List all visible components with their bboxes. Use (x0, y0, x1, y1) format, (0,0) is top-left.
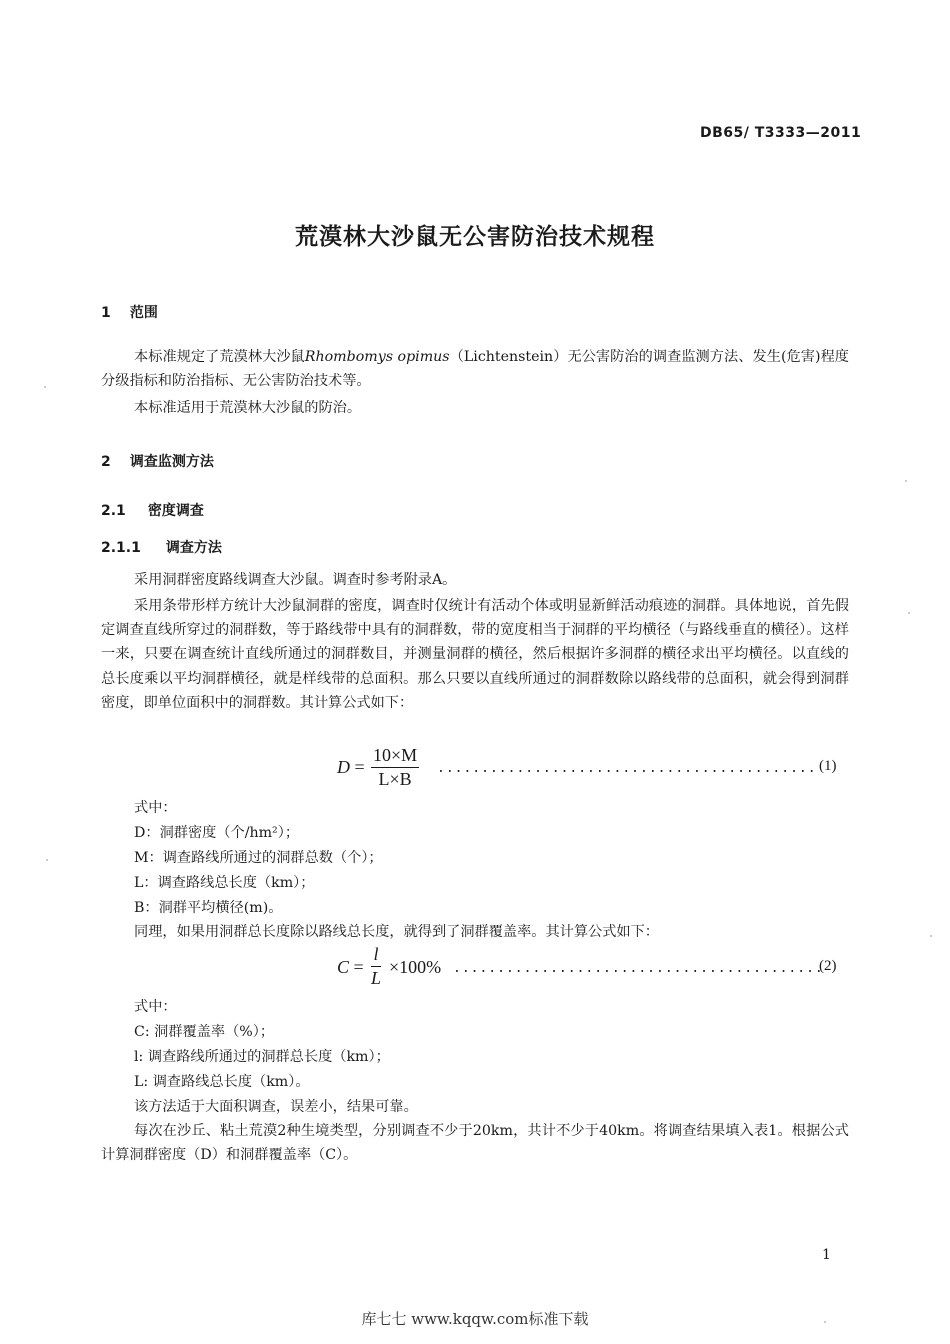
formula-fraction (371, 944, 381, 989)
definition-B: B：洞群平均横径(m)。 (134, 900, 283, 916)
section-number: 1 (101, 305, 111, 321)
scan-speck (908, 612, 910, 614)
equation-number: (1) (819, 758, 837, 774)
equation-number: (2) (819, 958, 837, 974)
section-1-heading (101, 302, 158, 322)
formula-lhs: D = (337, 757, 365, 777)
scan-speck (46, 859, 48, 861)
formula-2 (337, 944, 849, 994)
section-2-1-1-heading (101, 537, 222, 557)
where-label-1: 式中： (134, 800, 177, 816)
scan-speck (824, 1321, 826, 1323)
scan-speck (44, 386, 46, 388)
scan-speck (905, 480, 907, 482)
watermark-footer: 库七七 www.kqqw.com标准下载 (361, 1310, 589, 1328)
section-title: 密度调查 (147, 503, 204, 519)
section-2-heading (101, 451, 214, 471)
leader-dots: .......................................... (453, 961, 824, 976)
section-title: 调查方法 (165, 540, 222, 556)
definition-l: l: 调查路线所通过的洞群总长度（km）； (134, 1049, 390, 1065)
formula-fraction (371, 745, 419, 790)
numerator: l (371, 944, 381, 967)
formula-suffix: ×100% (389, 957, 442, 977)
definition-L: L：调查路线总长度（km）； (134, 875, 315, 891)
document-title: 荒漠林大沙鼠无公害防治技术规程 (295, 224, 655, 250)
definition-C: C: 洞群覆盖率（%）； (134, 1024, 275, 1040)
scope-text-end: （Lichtenstein）无公害防治的调查监测方法、发生(危害)程度分级指标和防治指标、无公害防治技术等。 (101, 349, 849, 390)
formula-lhs: C = (337, 957, 364, 977)
applicability-paragraph: 本标准适用于荒漠林大沙鼠的防治。 (134, 400, 362, 416)
section-number: 2 (101, 454, 111, 470)
section-number: 2.1.1 (101, 540, 141, 556)
method-description-paragraph: 采用条带形样方统计大沙鼠洞群的密度，调查时仅统计有活动个体或明显新鲜活动痕迹的洞群。具体地说，首先假定调查直线所穿过的洞群数，等于路线带中具有的洞群数，带的宽度相当于洞群的平均横径（与路线垂直的横径）。这样一来，只要在调查统计直线所通过的洞群数目，并测量洞群的横径，然后根据许多洞群的横径求出平均横径。以直线的总长度乘以平均洞群横径，就是样线带的总面积。那么只要以直线所通过的洞群数除以路线带的总面积，就会得到洞群密度，即单位面积中的洞群数。其计算公式如下： (101, 598, 849, 711)
numerator: 10×M (371, 745, 419, 768)
denominator: L×B (378, 769, 412, 789)
formula-1 (337, 745, 849, 795)
scope-text-start: 本标准规定了荒漠林大沙鼠 (134, 349, 305, 365)
section-title: 调查监测方法 (129, 454, 214, 470)
standard-code: DB65/ T3333—2011 (700, 125, 862, 141)
section-2-1-heading (101, 500, 204, 520)
scan-speck (930, 935, 932, 937)
scientific-name: Rhombomys opimus (304, 349, 450, 365)
definition-D: D：洞群密度（个/hm²）； (134, 825, 300, 841)
method-intro-paragraph: 采用洞群密度路线调查大沙鼠。调查时参考附录A。 (134, 572, 457, 588)
scope-paragraph (101, 345, 849, 393)
survey-requirement-paragraph: 每次在沙丘、粘土荒漠2种生境类型，分别调查不少于20km，共计不少于40km。将调查结果填入表1。根据公式计算洞群密度（D）和洞群覆盖率（C）。 (101, 1123, 849, 1164)
method-conclusion: 该方法适于大面积调查，误差小，结果可靠。 (134, 1099, 418, 1115)
definition-L2: L: 调查路线总长度（km）。 (134, 1074, 310, 1090)
denominator: L (371, 968, 382, 988)
leader-dots: ........................................... (437, 761, 817, 776)
page-number: 1 (822, 1247, 831, 1263)
section-number: 2.1 (101, 503, 126, 519)
coverage-intro: 同理，如果用洞群总长度除以路线总长度，就得到了洞群覆盖率。其计算公式如下： (134, 924, 659, 940)
where-label-2: 式中： (134, 999, 177, 1015)
section-title: 范围 (129, 305, 158, 321)
definition-M: M：调查路线所通过的洞群总数（个）； (134, 850, 383, 866)
